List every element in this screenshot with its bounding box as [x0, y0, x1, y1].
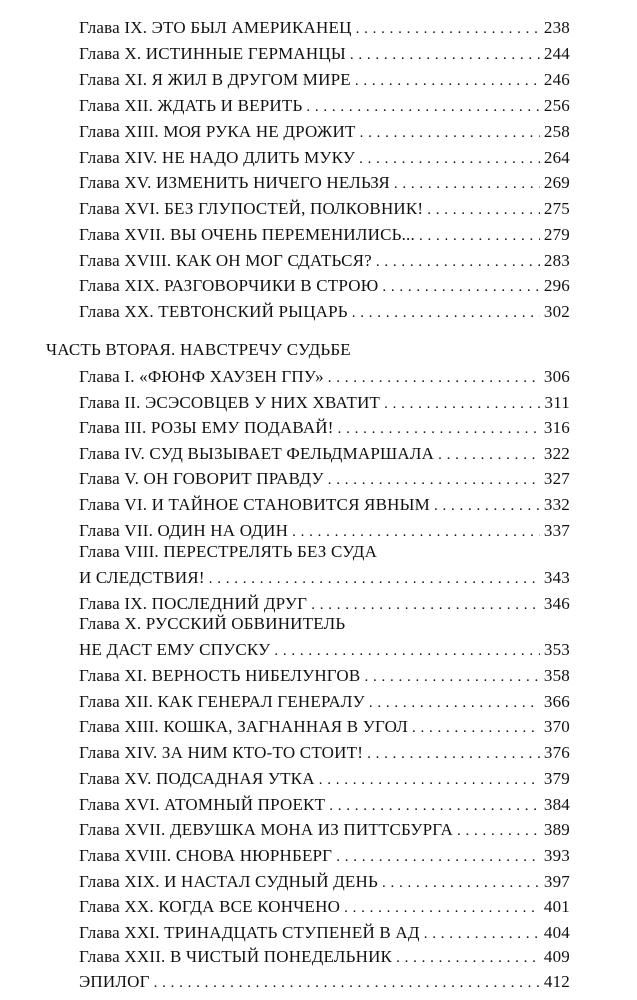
toc-entry-page: 409	[540, 947, 570, 967]
dot-leader	[412, 717, 540, 737]
toc-entry-page: 283	[540, 251, 570, 271]
toc-entry-title: Глава I. «ФЮНФ ХАУЗЕН ГПУ»	[79, 367, 328, 387]
dot-leader	[352, 302, 540, 322]
dot-leader	[329, 795, 540, 815]
toc-entry-page: 279	[540, 225, 570, 245]
dot-leader	[306, 96, 539, 116]
toc-entry	[79, 816, 570, 840]
toc-entry-page: 358	[540, 666, 570, 686]
dot-leader	[292, 521, 540, 541]
dot-leader	[328, 367, 540, 387]
toc-entry	[79, 842, 570, 866]
dot-leader	[394, 173, 540, 193]
toc-entry	[79, 491, 570, 515]
toc-entry-title: ЭПИЛОГ	[79, 972, 154, 992]
toc-entry	[79, 14, 570, 38]
toc-entry	[79, 791, 570, 815]
toc-entry	[79, 564, 570, 588]
toc-entry	[79, 765, 570, 789]
toc-entry	[79, 247, 570, 271]
toc-entry	[79, 389, 570, 413]
toc-entry-title: Глава II. ЭСЭСОВЦЕВ У НИХ ХВАТИТ	[79, 393, 384, 413]
toc-entry-page: 246	[540, 70, 570, 90]
toc-entry	[79, 221, 570, 245]
toc-entry-title: Глава IV. СУД ВЫЗЫВАЕТ ФЕЛЬДМАРШАЛА	[79, 444, 438, 464]
dot-leader	[382, 872, 540, 892]
dot-leader	[336, 846, 540, 866]
toc-entry-page: 258	[540, 122, 570, 142]
toc-entry-title: Глава XIX. РАЗГОВОРЧИКИ В СТРОЮ	[79, 276, 382, 296]
toc-entry-title: Глава XIII. МОЯ РУКА НЕ ДРОЖИТ	[79, 122, 360, 142]
toc-entry-page: 296	[540, 276, 570, 296]
toc-entry-title: Глава XIV. НЕ НАДО ДЛИТЬ МУКУ	[79, 148, 359, 168]
toc-entry-title: Глава X. ИСТИННЫЕ ГЕРМАНЦЫ	[79, 44, 350, 64]
toc-entry	[79, 40, 570, 64]
toc-entry	[79, 169, 570, 193]
toc-entry-title: Глава XVII. ВЫ ОЧЕНЬ ПЕРЕМЕНИЛИСЬ...	[79, 225, 419, 245]
toc-entry	[79, 298, 570, 322]
toc-entry	[79, 662, 570, 686]
dot-leader	[274, 640, 540, 660]
toc-entry-page: 244	[540, 44, 570, 64]
dot-leader	[364, 666, 539, 686]
toc-entry	[79, 440, 570, 464]
dot-leader	[384, 393, 540, 413]
toc-entry-title: Глава VII. ОДИН НА ОДИН	[79, 521, 292, 541]
dot-leader	[311, 594, 540, 614]
dot-leader	[154, 972, 540, 992]
toc-entry-title: Глава XX. ТЕВТОНСКИЙ РЫЦАРЬ	[79, 302, 352, 322]
dot-leader	[376, 251, 540, 271]
toc-entry-title: Глава IX. ПОСЛЕДНИЙ ДРУГ	[79, 594, 311, 614]
toc-entry-page: 337	[540, 521, 570, 541]
toc-entry	[79, 144, 570, 168]
toc-entry-page: 389	[540, 820, 570, 840]
toc-entry	[79, 943, 570, 967]
dot-leader	[396, 947, 540, 967]
toc-entry-title: И СЛЕДСТВИЯ!	[79, 568, 209, 588]
toc-entry-title: Глава XIX. И НАСТАЛ СУДНЫЙ ДЕНЬ	[79, 872, 382, 892]
toc-entry-page: 401	[540, 897, 570, 917]
dot-leader	[434, 495, 540, 515]
toc-entry	[79, 195, 570, 219]
toc-entry-title: Глава IX. ЭТО БЫЛ АМЕРИКАНЕЦ	[79, 18, 356, 38]
toc-entry	[79, 688, 570, 712]
toc-entry-title: Глава XVI. АТОМНЫЙ ПРОЕКТ	[79, 795, 329, 815]
toc-entry	[79, 363, 570, 387]
dot-leader	[319, 769, 540, 789]
toc-entry	[79, 92, 570, 116]
toc-entry	[79, 465, 570, 489]
toc-entry-title: Глава XIII. КОШКА, ЗАГНАННАЯ В УГОЛ	[79, 717, 412, 737]
toc-entry-title: Глава XVII. ДЕВУШКА МОНА ИЗ ПИТТСБУРГА	[79, 820, 457, 840]
toc-entry-page: 376	[540, 743, 570, 763]
toc-entry-title: Глава XVIII. КАК ОН МОГ СДАТЬСЯ?	[79, 251, 376, 271]
dot-leader	[359, 148, 540, 168]
toc-entry-title: Глава XXII. В ЧИСТЫЙ ПОНЕДЕЛЬНИК	[79, 947, 396, 967]
toc-entry	[79, 868, 570, 892]
toc-entry-page: 353	[540, 640, 570, 660]
toc-entry-title-line: Глава X. РУССКИЙ ОБВИНИТЕЛЬ	[79, 614, 346, 633]
toc-entry-page: 322	[540, 444, 570, 464]
toc-entry-page: 397	[540, 872, 570, 892]
toc-entry-page: 311	[541, 393, 570, 413]
toc-entry-title: Глава XVI. БЕЗ ГЛУПОСТЕЙ, ПОЛКОВНИК!	[79, 199, 427, 219]
toc-entry-page: 269	[540, 173, 570, 193]
toc-entry-title: Глава XII. ЖДАТЬ И ВЕРИТЬ	[79, 96, 306, 116]
toc-entry-title: Глава XV. ПОДСАДНАЯ УТКА	[79, 769, 319, 789]
toc-entry-title: Глава XVIII. СНОВА НЮРНБЕРГ	[79, 846, 336, 866]
toc-entry-page: 404	[540, 923, 570, 943]
toc-entry-title: НЕ ДАСТ ЕМУ СПУСКУ	[79, 640, 274, 660]
part-heading: ЧАСТЬ ВТОРАЯ. НАВСТРЕЧУ СУДЬБЕ	[46, 340, 351, 359]
dot-leader	[350, 44, 540, 64]
toc-entry	[79, 713, 570, 737]
toc-entry-title: Глава XI. ВЕРНОСТЬ НИБЕЛУНГОВ	[79, 666, 364, 686]
toc-entry-page: 370	[540, 717, 570, 737]
toc-entry	[79, 893, 570, 917]
toc-entry-page: 384	[540, 795, 570, 815]
toc-entry-title: Глава VI. И ТАЙНОЕ СТАНОВИТСЯ ЯВНЫМ	[79, 495, 434, 515]
toc-entry-page: 302	[540, 302, 570, 322]
dot-leader	[457, 820, 540, 840]
toc-entry-page: 346	[540, 594, 570, 614]
toc-entry-page: 366	[540, 692, 570, 712]
toc-entry-page: 306	[540, 367, 570, 387]
dot-leader	[369, 692, 540, 712]
toc-entry-title: Глава XII. КАК ГЕНЕРАЛ ГЕНЕРАЛУ	[79, 692, 369, 712]
toc-entry-page: 393	[540, 846, 570, 866]
toc-entry-page: 343	[540, 568, 570, 588]
toc-entry-title-line: Глава VIII. ПЕРЕСТРЕЛЯТЬ БЕЗ СУДА	[79, 542, 378, 561]
dot-leader	[360, 122, 540, 142]
toc-entry-page: 379	[540, 769, 570, 789]
dot-leader	[356, 18, 540, 38]
toc-entry-title: Глава III. РОЗЫ ЕМУ ПОДАВАЙ!	[79, 418, 338, 438]
toc-entry-page: 332	[540, 495, 570, 515]
toc-entry	[79, 517, 570, 541]
toc-entry-page: 327	[540, 469, 570, 489]
toc-entry	[79, 919, 570, 943]
toc-entry-title: Глава XIV. ЗА НИМ КТО-ТО СТОИТ!	[79, 743, 367, 763]
dot-leader	[209, 568, 540, 588]
dot-leader	[338, 418, 540, 438]
toc-entry	[79, 118, 570, 142]
toc-entry-page: 264	[540, 148, 570, 168]
toc-entry-title: Глава XV. ИЗМЕНИТЬ НИЧЕГО НЕЛЬЗЯ	[79, 173, 394, 193]
dot-leader	[382, 276, 539, 296]
dot-leader	[419, 225, 540, 245]
toc-entry-page: 238	[540, 18, 570, 38]
toc-entry-page: 412	[540, 972, 570, 992]
toc-entry	[79, 590, 570, 614]
toc-entry-title: Глава XX. КОГДА ВСЕ КОНЧЕНО	[79, 897, 344, 917]
toc-entry	[79, 272, 570, 296]
toc-entry-page: 275	[540, 199, 570, 219]
toc-entry-title: Глава XI. Я ЖИЛ В ДРУГОМ МИРЕ	[79, 70, 355, 90]
toc-entry-page: 316	[540, 418, 570, 438]
toc-entry-page: 256	[540, 96, 570, 116]
toc-entry-epilogue	[79, 968, 570, 992]
dot-leader	[427, 199, 540, 219]
toc-entry	[79, 636, 570, 660]
dot-leader	[424, 923, 540, 943]
dot-leader	[367, 743, 540, 763]
dot-leader	[355, 70, 540, 90]
toc-entry	[79, 66, 570, 90]
toc-entry	[79, 414, 570, 438]
dot-leader	[344, 897, 540, 917]
dot-leader	[438, 444, 540, 464]
dot-leader	[328, 469, 540, 489]
toc-entry-title: Глава XXI. ТРИНАДЦАТЬ СТУПЕНЕЙ В АД	[79, 923, 424, 943]
toc-entry-title: Глава V. ОН ГОВОРИТ ПРАВДУ	[79, 469, 328, 489]
toc-entry	[79, 739, 570, 763]
